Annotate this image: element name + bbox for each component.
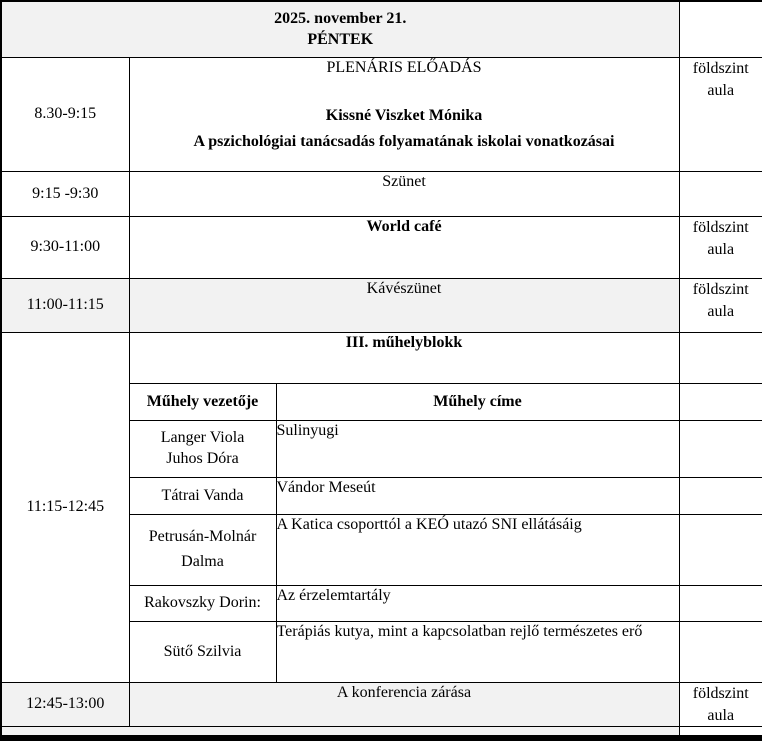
workshop-leader-cell (129, 586, 276, 622)
workshop-leader-line: Petrusán-Molnár (148, 528, 257, 546)
workshop-leader-cell (129, 622, 276, 683)
worldcafe-row (1, 217, 762, 279)
closing-time-cell: 12:45-13:00 (1, 683, 129, 727)
location-label: földszint (692, 219, 749, 236)
workshop-leader-line: Rakovszky Dorin: (144, 594, 261, 612)
closing-row (1, 683, 762, 727)
worldcafe-location-cell (679, 217, 762, 279)
workshop-leader-cell (129, 421, 276, 478)
location-label: földszint (692, 60, 749, 77)
workshop-block-location-cell (679, 333, 762, 384)
workshop-title-cell: Sulinyugi (276, 421, 679, 478)
break-location-cell (679, 172, 762, 217)
worldcafe-label-cell: World café (129, 217, 679, 279)
closing-location-cell (679, 683, 762, 727)
workshop-title-cell: A Katica csoporttól a KEÓ utazó SNI ellátásáig (276, 515, 679, 586)
location-label: földszint (692, 685, 749, 702)
workshop-block-row (1, 333, 762, 384)
workshop-leader-cell (129, 515, 276, 586)
break-row (1, 172, 762, 217)
partial-row-location-cell (679, 727, 762, 737)
location-label: aula (707, 81, 735, 99)
coffee-row (1, 279, 762, 333)
plenary-row (1, 58, 762, 172)
workshop-time-cell: 11:15-12:45 (1, 333, 129, 683)
plenary-heading: PLENÁRIS ELŐADÁS (326, 59, 482, 76)
plenary-location-cell (679, 58, 762, 172)
break-time-cell: 9:15 -9:30 (1, 172, 129, 217)
workshop-title-cell: Terápiás kutya, mint a kapcsolatban rejlő természetes erő (276, 622, 679, 683)
location-label: aula (707, 706, 735, 724)
bottom-border-bar (0, 737, 762, 741)
workshop-leader-line: Sütő Szilvia (163, 642, 242, 660)
partial-row (1, 727, 762, 737)
date-text: 2025. november 21. (274, 9, 407, 27)
workshop-title-cell: Az érzelemtartály (276, 586, 679, 622)
workshop-leader-cell (129, 478, 276, 515)
workshop-block-title-cell: III. műhelyblokk (129, 333, 679, 384)
break-label-cell: Szünet (129, 172, 679, 217)
workshop-location-cell (679, 586, 762, 622)
plenary-time-cell: 8.30-9:15 (1, 58, 129, 172)
workshop-title-cell: Vándor Meseút (276, 478, 679, 515)
plenary-speaker: Kissné Viszket Mónika (325, 106, 483, 124)
workshop-col-title-header: Műhely címe (276, 384, 679, 421)
workshop-header-location-cell (679, 384, 762, 421)
location-label: aula (707, 302, 735, 320)
workshop-leader-line: Dalma (181, 553, 224, 570)
coffee-location-cell (679, 279, 762, 333)
date-header-cell (1, 1, 679, 58)
location-label: földszint (692, 281, 749, 298)
partial-row-cell (1, 727, 679, 737)
worldcafe-time-cell: 9:30-11:00 (1, 217, 129, 279)
date-header-row (1, 1, 762, 58)
workshop-leader-line: Juhos Dóra (166, 450, 239, 467)
date-header-location-cell (679, 1, 762, 58)
workshop-location-cell (679, 622, 762, 683)
plenary-title: A pszichológiai tanácsadás folyamatának iskolai vonatkozásai (193, 132, 615, 150)
location-label: aula (707, 240, 735, 258)
closing-label-cell: A konferencia zárása (129, 683, 679, 727)
plenary-content-cell (129, 58, 679, 172)
workshop-leader-line: Langer Viola (160, 429, 245, 447)
workshop-location-cell (679, 478, 762, 515)
workshop-col-leader-header: Műhely vezetője (129, 384, 276, 421)
workshop-leader-line: Tátrai Vanda (161, 486, 244, 504)
workshop-location-cell (679, 515, 762, 586)
coffee-label-cell: Kávészünet (129, 279, 679, 333)
workshop-location-cell (679, 421, 762, 478)
coffee-time-cell: 11:00-11:15 (1, 279, 129, 333)
day-text: PÉNTEK (307, 30, 374, 48)
